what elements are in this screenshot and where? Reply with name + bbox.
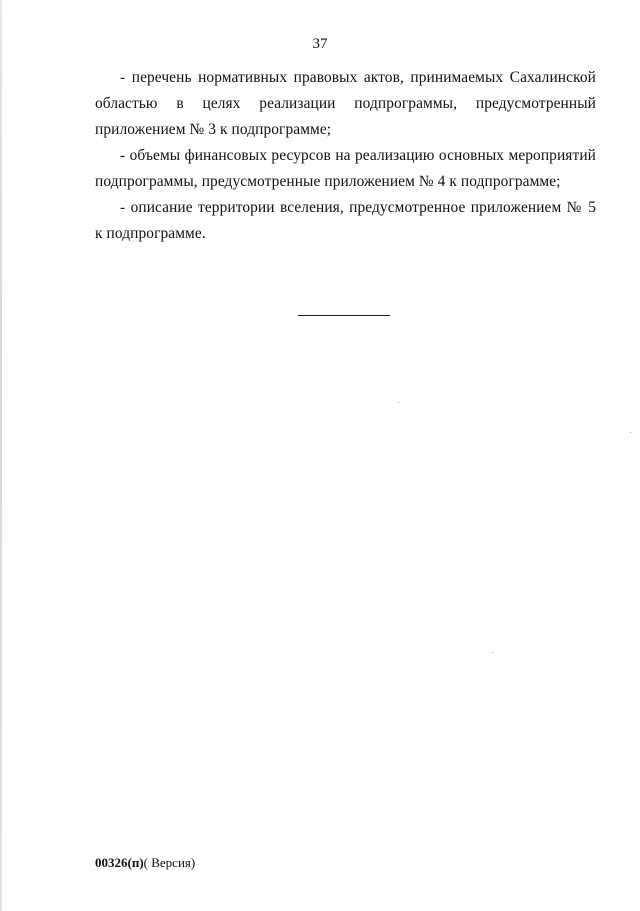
document-version: ( Версия): [143, 855, 196, 870]
scan-speck: [492, 652, 493, 653]
document-footer: [95, 855, 195, 871]
paragraph-settlement-territory: - описание территории вселения, предусмотренное приложением № 5 к подпрограмме.: [95, 199, 596, 242]
document-code: 00326(п): [95, 855, 144, 870]
scan-speck: [630, 432, 631, 433]
scan-edge: [0, 0, 2, 911]
document-body: [95, 65, 596, 247]
page-number: 37: [312, 36, 328, 52]
paragraph-financial-resources: - объемы финансовых ресурсов на реализацию основных мероприятий подпрограммы, предусмотренные приложением № 4 к подпрограмме;: [95, 147, 596, 190]
paragraph-regulatory-acts: - перечень нормативных правовых актов, принимаемых Сахалинской областью в целях реализации подпрограммы, предусмотренный приложением № 3 к подпрограмме;: [95, 69, 596, 138]
scan-speck: [398, 402, 399, 403]
end-of-text-rule: [298, 315, 390, 316]
